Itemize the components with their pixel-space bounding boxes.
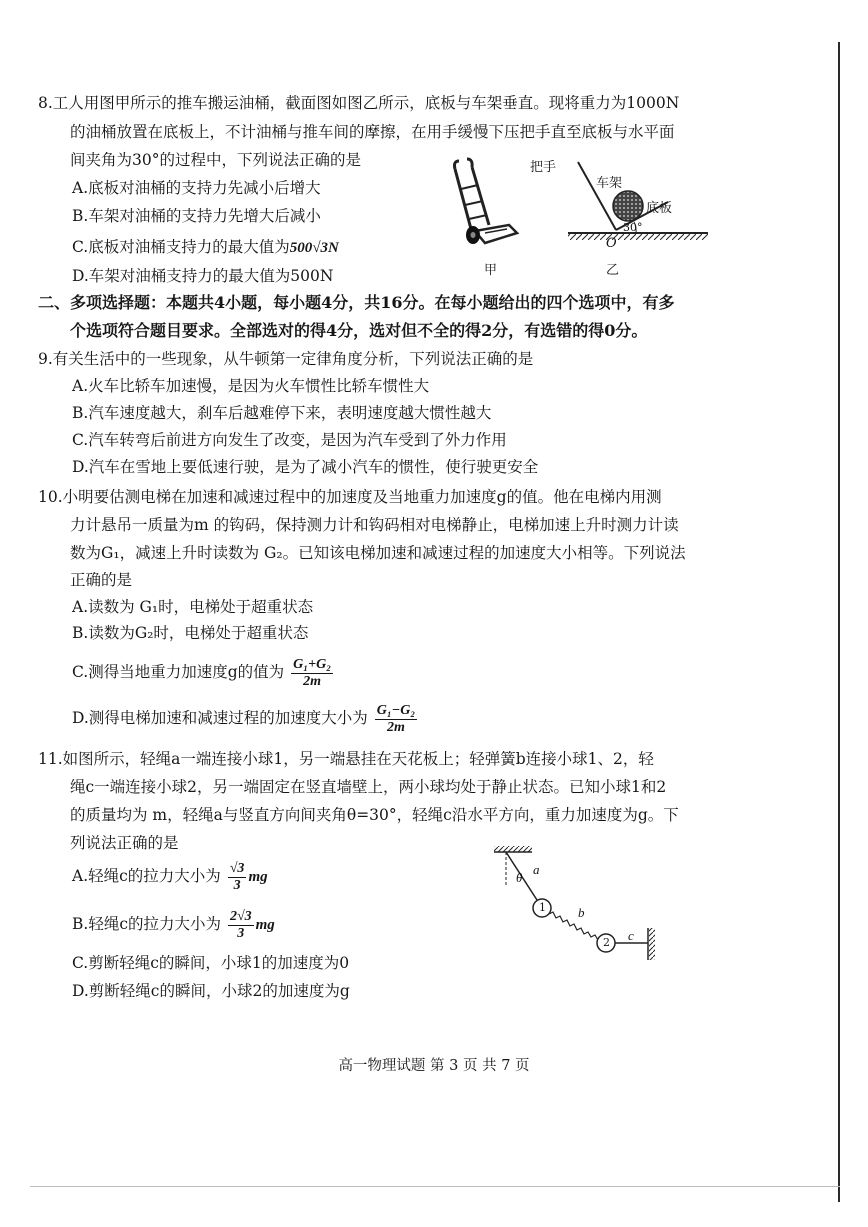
q11-option-b-text: B.轻绳c的拉力大小为: [72, 915, 221, 933]
q11-option-a: [72, 858, 268, 895]
q11-label-theta: θ: [516, 870, 523, 885]
q8-label-angle: 30°: [623, 221, 643, 234]
q10-option-b: B.读数为G₂时，电梯处于超重状态: [72, 624, 309, 642]
q10-option-c-numerator: G₁+G₂: [293, 656, 332, 672]
q10-stem-line3: 数为G₁，减速上升时读数为 G₂。已知该电梯加速和减速过程的加速度大小相等。下列说法: [70, 544, 686, 562]
q8-option-a: A.底板对油桶的支持力先减小后增大: [72, 179, 321, 197]
q10-option-d-text: D.测得电梯加速和减速过程的加速度大小为: [72, 709, 368, 727]
q10-option-c-fraction: [291, 657, 333, 690]
q10-option-d: [72, 700, 419, 736]
q8-label-chejia: 车架: [596, 176, 623, 191]
q10-option-d-numerator: G₁−G₂: [376, 702, 416, 718]
q8-stem-line3: 间夹角为30°的过程中，下列说法正确的是: [70, 151, 361, 169]
q8-figure-jia-caption: 甲: [484, 263, 498, 278]
q8-option-d: D.车架对油桶支持力的最大值为500N: [72, 267, 334, 285]
q11-label-c: c: [628, 928, 634, 943]
q10-option-a: A.读数为 G₁时，电梯处于超重状态: [72, 598, 314, 616]
scan-edge-bottom: [30, 1186, 840, 1187]
q11-option-b-unit: mg: [255, 917, 275, 933]
page-footer: 高一物理试题 第 3 页 共 7 页: [338, 1058, 530, 1074]
q11-option-d: D.剪断轻绳c的瞬间，小球2的加速度为g: [72, 982, 350, 1000]
q10-option-c-denominator: 2m: [303, 673, 322, 689]
q10-option-c-text: C.测得当地重力加速度g的值为: [72, 663, 285, 681]
q11-option-b-denominator: 3: [237, 925, 245, 941]
q11-option-a-numerator: √3: [229, 860, 245, 876]
q11-label-b: b: [578, 905, 585, 920]
q8-option-b: B.车架对油桶的支持力先增大后减小: [72, 207, 321, 225]
q9-stem: 9.有关生活中的一些现象，从牛顿第一定律角度分析，下列说法正确的是: [38, 350, 534, 368]
q11-option-a-text: A.轻绳c的拉力大小为: [72, 867, 221, 885]
q8-stem-line2: 的油桶放置在底板上，不计油桶与推车间的摩擦，在用手缓慢下压把手直至底板与水平面: [70, 123, 675, 141]
q10-option-c: [72, 654, 335, 690]
q8-figure-yi-caption: 乙: [606, 263, 620, 278]
q11-stem-line4: 列说法正确的是: [70, 834, 179, 852]
q9-option-a: A.火车比轿车加速慢，是因为火车惯性比轿车惯性大: [72, 377, 430, 395]
q11-label-a: a: [533, 862, 540, 877]
scan-edge-right: [838, 42, 840, 1202]
q11-option-a-fraction: [228, 861, 247, 894]
q11-option-b-fraction: [228, 909, 254, 942]
q8-stem-line1: 8.工人用图甲所示的推车搬运油桶，截面图如图乙所示，底板与车架垂直。现将重力为1000N: [38, 94, 680, 112]
q10-option-d-denominator: 2m: [387, 719, 405, 735]
q8-label-o: O: [606, 236, 617, 251]
q11-option-b-numerator: 2√3: [229, 908, 252, 924]
q8-option-c-text: C.底板对油桶支持力的最大值为: [72, 238, 290, 256]
section2-header-line2: 个选项符合题目要求。全部选对的得4分，选对但不全的得2分，有选错的得0分。: [70, 321, 648, 340]
q11-label-ball1: 1: [539, 901, 546, 914]
q11-stem-line2: 绳c一端连接小球2，另一端固定在竖直墙壁上，两小球均处于静止状态。已知小球1和2: [70, 778, 667, 796]
q11-stem-line3: 的质量均为 m，轻绳a与竖直方向间夹角θ=30°，轻绳c沿水平方向，重力加速度为g。下: [70, 806, 679, 824]
q11-option-b: [72, 906, 275, 943]
q10-stem-line1: 10.小明要估测电梯在加速和减速过程中的加速度及当地重力加速度g的值。他在电梯内用测: [38, 488, 662, 506]
q11-label-ball2: 2: [603, 936, 610, 949]
q11-stem-line1: 11.如图所示，轻绳a一端连接小球1，另一端悬挂在天花板上；轻弹簧b连接小球1、2，轻: [38, 750, 654, 768]
q8-option-c: [72, 237, 339, 258]
q8-option-c-value: 500√3N: [289, 240, 339, 256]
q11-option-c: C.剪断轻绳c的瞬间，小球1的加速度为0: [72, 954, 350, 972]
q9-option-d: D.汽车在雪地上要低速行驶，是为了减小汽车的惯性，使行驶更安全: [72, 458, 539, 476]
q8-label-diban: 底板: [646, 201, 673, 216]
q10-stem-line2: 力计悬吊一质量为m 的钩码，保持测力计和钩码相对电梯静止，电梯加速上升时测力计读: [70, 516, 679, 534]
q11-option-a-unit: mg: [248, 869, 268, 885]
q8-label-bashou: 把手: [530, 160, 557, 175]
q10-option-d-fraction: [375, 703, 417, 736]
q9-option-b: B.汽车速度越大，刹车后越难停下来，表明速度越大惯性越大: [72, 404, 492, 422]
q10-stem-line4: 正确的是: [70, 571, 133, 589]
section2-header-line1: 二、多项选择题：本题共4小题，每小题4分，共16分。在每小题给出的四个选项中，有多: [38, 293, 675, 312]
q11-option-a-denominator: 3: [233, 877, 241, 893]
q9-option-c: C.汽车转弯后前进方向发生了改变，是因为汽车受到了外力作用: [72, 431, 507, 449]
